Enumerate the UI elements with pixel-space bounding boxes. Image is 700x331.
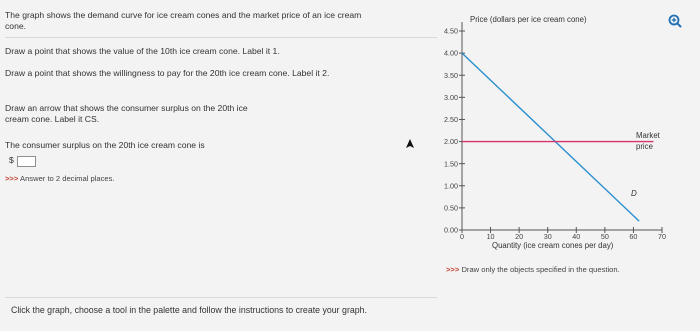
step-3-instruction: Draw an arrow that shows the consumer surplus on the 20th ice cream cone. Label it CS. xyxy=(5,103,248,124)
demand-curve-label: D xyxy=(631,189,637,198)
y-tick-label: 4.50 xyxy=(444,26,458,36)
y-tick-label: 0.00 xyxy=(444,225,458,235)
graph-note-text: Draw only the objects specified in the question. xyxy=(461,265,620,274)
x-tick-label: 70 xyxy=(658,232,666,241)
y-tick-label: 1.50 xyxy=(444,159,458,169)
step-2-instruction: Draw a point that shows the willingness to pay for the 20th ice cream cone. Label it 2. xyxy=(5,68,330,78)
y-tick-label: 2.50 xyxy=(444,115,458,125)
answer-hint xyxy=(5,174,115,183)
y-tick-label: 3.50 xyxy=(444,70,458,80)
question-intro: The graph shows the demand curve for ice cream cones and the market price of an ice cream cone. xyxy=(5,10,362,31)
x-tick-label: 40 xyxy=(572,232,581,241)
hint-arrows: >>> xyxy=(5,174,19,183)
x-tick-label: 10 xyxy=(486,232,495,241)
currency-symbol: $ xyxy=(9,155,14,165)
graph-note-arrows: >>> xyxy=(446,265,460,274)
y-tick-label: 3.00 xyxy=(444,92,458,102)
consumer-surplus-answer-input[interactable] xyxy=(17,156,36,167)
market-price-label: price xyxy=(636,142,653,151)
step-1-instruction: Draw a point that shows the value of the 10th ice cream cone. Label it 1. xyxy=(5,46,280,56)
market-price-label: Market xyxy=(636,131,660,140)
surplus-prompt: The consumer surplus on the 20th ice cream cone is xyxy=(5,140,205,150)
graph-note xyxy=(446,265,620,274)
zoom-in-icon[interactable] xyxy=(668,14,682,28)
y-tick-label: 4.00 xyxy=(444,48,458,58)
divider xyxy=(5,297,437,298)
demand-graph[interactable] xyxy=(440,10,675,250)
divider xyxy=(5,37,437,38)
mouse-pointer-icon xyxy=(405,138,415,150)
demand-curve xyxy=(462,53,639,221)
graph-instruction: Click the graph, choose a tool in the palette and follow the instructions to create your graph. xyxy=(11,305,367,315)
x-tick-label: 50 xyxy=(600,232,609,241)
x-axis-title: Quantity (ice cream cones per day) xyxy=(492,241,614,250)
y-tick-label: 2.00 xyxy=(444,137,458,147)
x-tick-label: 0 xyxy=(460,232,464,241)
hint-text: Answer to 2 decimal places. xyxy=(20,174,115,183)
y-tick-label: 0.50 xyxy=(444,203,458,213)
y-axis-title: Price (dollars per ice cream cone) xyxy=(470,15,587,24)
x-tick-label: 60 xyxy=(629,232,638,241)
x-tick-label: 30 xyxy=(543,232,552,241)
x-tick-label: 20 xyxy=(515,232,524,241)
y-tick-label: 1.00 xyxy=(444,181,458,191)
